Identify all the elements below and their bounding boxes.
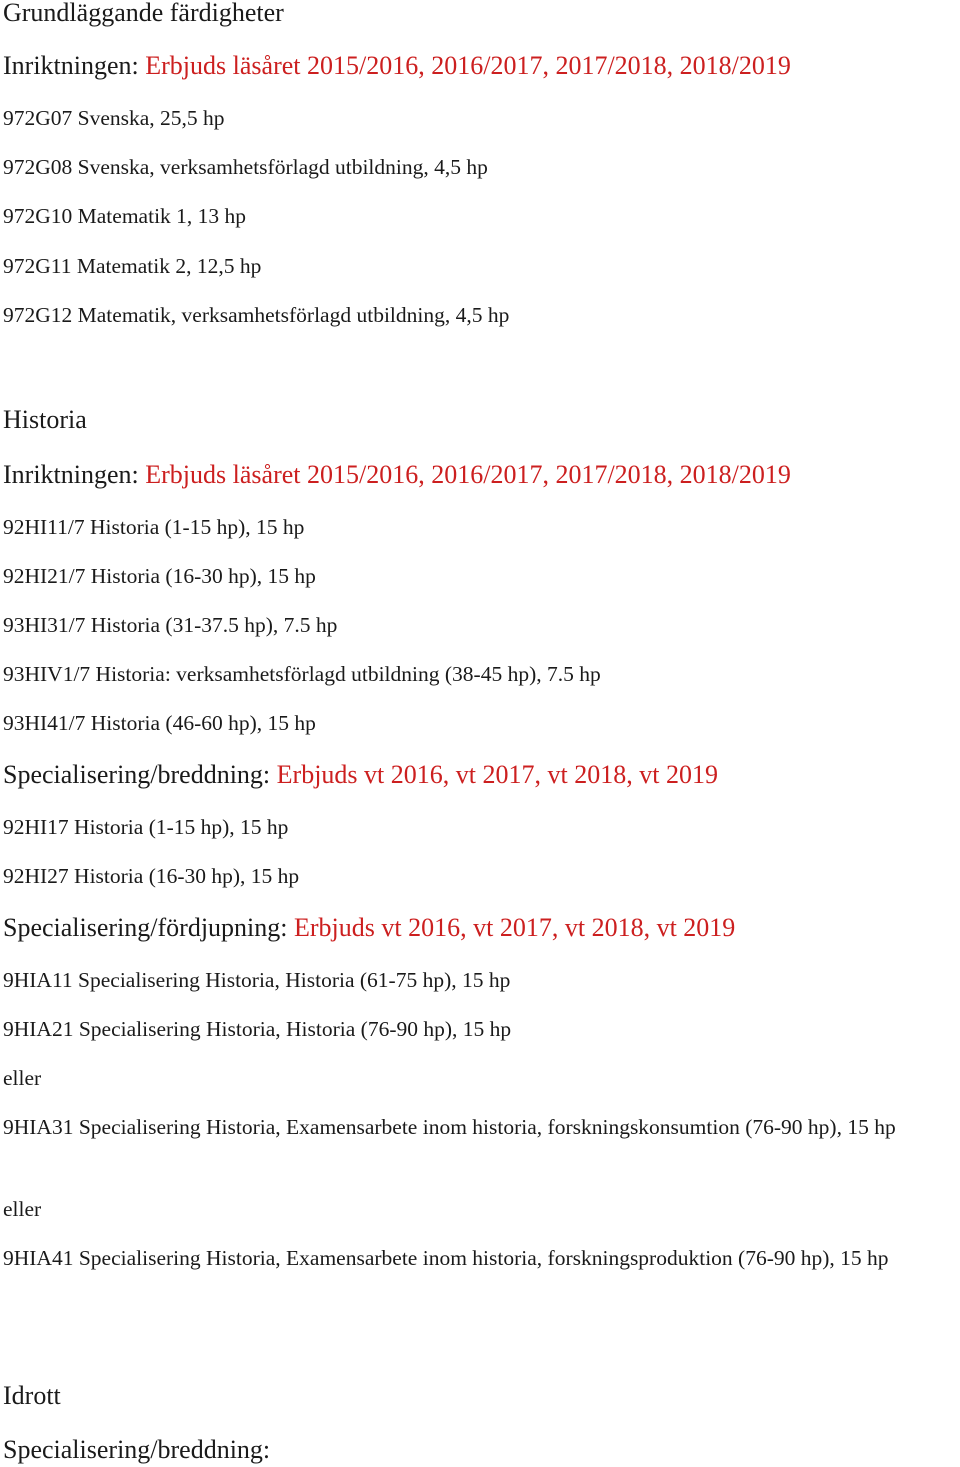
section-heading-historia: Historia [3,405,87,434]
course-alternative: eller [3,1197,42,1221]
course-item: 92HI21/7 Historia (16-30 hp), 15 hp [3,564,316,588]
course-item: 92HI27 Historia (16-30 hp), 15 hp [3,864,300,888]
course-item: 972G08 Svenska, verksamhetsförlagd utbildning, 4,5 hp [3,155,488,179]
group-header-fordjupning-historia [3,913,735,943]
course-item: 9HIA41 Specialisering Historia, Examensarbete inom historia, forskningsproduktion (76-90 hp), 15 hp [3,1246,889,1270]
course-item: 972G12 Matematik, verksamhetsförlagd utbildning, 4,5 hp [3,303,510,327]
course-item: 93HI41/7 Historia (46-60 hp), 15 hp [3,711,316,735]
group-header-inriktningen-2 [3,460,791,490]
section-heading-idrott: Idrott [3,1381,61,1410]
group-label: Specialisering/fördjupning: [3,913,288,942]
group-offer: Erbjuds vt 2016, vt 2017, vt 2018, vt 2019 [294,913,736,942]
group-offer: Erbjuds vt 2016, vt 2017, vt 2018, vt 2019 [276,760,718,789]
group-offer: Erbjuds läsåret 2015/2016, 2016/2017, 2017/2018, 2018/2019 [145,51,791,80]
group-header-breddning-historia [3,760,718,790]
group-offer: Erbjuds läsåret 2015/2016, 2016/2017, 2017/2018, 2018/2019 [145,460,791,489]
group-header-inriktningen-1 [3,51,791,81]
course-item: 972G11 Matematik 2, 12,5 hp [3,254,262,278]
group-label: Inriktningen: [3,51,139,80]
course-item: 9HIA31 Specialisering Historia, Examensarbete inom historia, forskningskonsumtion (76-90 hp), 15 hp [3,1115,896,1139]
course-item: 9HIA21 Specialisering Historia, Historia (76-90 hp), 15 hp [3,1017,512,1041]
group-label: Inriktningen: [3,460,139,489]
section-heading-grundlaggande: Grundläggande färdigheter [3,0,284,27]
course-item: 972G10 Matematik 1, 13 hp [3,204,247,228]
course-item: 9HIA11 Specialisering Historia, Historia (61-75 hp), 15 hp [3,968,511,992]
course-item: 92HI11/7 Historia (1-15 hp), 15 hp [3,515,305,539]
group-label: Specialisering/breddning: [3,1435,271,1464]
course-item: 93HIV1/7 Historia: verksamhetsförlagd utbildning (38-45 hp), 7.5 hp [3,662,601,686]
group-label: Specialisering/breddning: [3,760,271,789]
course-item: 93HI31/7 Historia (31-37.5 hp), 7.5 hp [3,613,338,637]
course-item: 92HI17 Historia (1-15 hp), 15 hp [3,815,289,839]
course-item: 972G07 Svenska, 25,5 hp [3,106,225,130]
course-alternative: eller [3,1066,42,1090]
group-header-breddning-idrott [3,1435,270,1465]
